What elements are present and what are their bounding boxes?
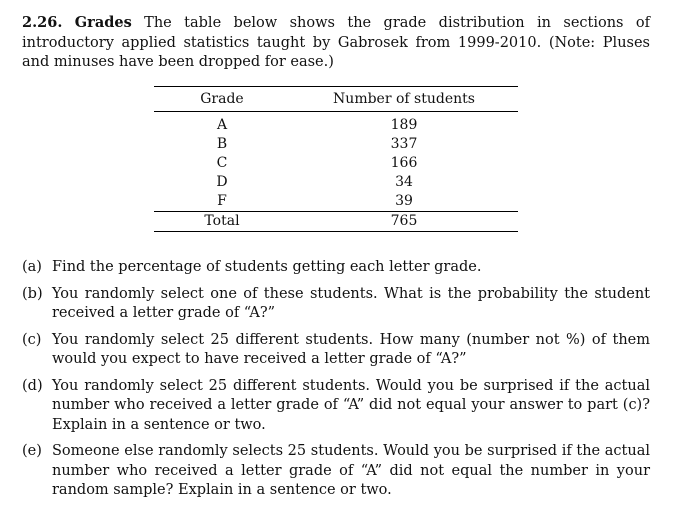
- question-part-c: [22, 331, 650, 370]
- count-cell: 39: [395, 193, 413, 209]
- part-label: (d): [22, 377, 43, 394]
- total-count: 765: [390, 213, 418, 229]
- problem-title: Grades: [74, 14, 132, 31]
- grade-cell: D: [216, 174, 228, 190]
- header-number-of-students: Number of students: [333, 91, 475, 107]
- count-cell: 189: [390, 117, 418, 133]
- total-label: Total: [204, 213, 240, 229]
- question-parts: [22, 258, 650, 508]
- part-label: (e): [22, 443, 42, 459]
- part-text: You randomly select one of these students. What is the probability the student received a letter grade of “A?”: [52, 285, 650, 321]
- header-grade: Grade: [200, 91, 244, 107]
- grade-cell: A: [216, 117, 228, 133]
- part-text: Find the percentage of students getting each letter grade.: [52, 259, 482, 275]
- question-part-a: [22, 258, 650, 278]
- part-text: Someone else randomly selects 25 students. Would you be surprised if the actual number who received a letter grade of “A” did not equal the number in your random sample? Explain in a sentence or two.: [52, 443, 650, 498]
- part-text: You randomly select 25 different students. Would you be surprised if the actual number who received a letter grade of “A” did not equal your answer to part (c)? Explain in a sentence or two.: [52, 377, 650, 433]
- question-part-d: [22, 377, 650, 436]
- count-cell: 34: [395, 174, 413, 190]
- part-text: You randomly select 25 different students. How many (number not %) of them would you expect to have received a letter grade of “A?”: [52, 331, 650, 367]
- table-row: [154, 112, 518, 136]
- table-row: [154, 173, 518, 192]
- question-part-b: [22, 285, 650, 324]
- table-row: [154, 135, 518, 154]
- table-row: [154, 154, 518, 173]
- question-part-e: [22, 442, 650, 501]
- grade-distribution-table: [154, 86, 518, 232]
- part-label: (c): [22, 331, 42, 348]
- table-header-row: [154, 87, 518, 112]
- part-label: (a): [22, 259, 42, 275]
- table-row: [154, 192, 518, 212]
- problem-text: The table below shows the grade distribution in sections of introductory applied statistics taught by Gabrosek from 1999-2010. (Note: Pluses and minuses have been dropped for ease.): [22, 15, 651, 70]
- count-cell: 166: [390, 155, 418, 171]
- problem-statement: [22, 13, 650, 73]
- part-label: (b): [22, 285, 43, 302]
- total-row: [154, 212, 518, 232]
- grade-cell: F: [217, 193, 227, 209]
- count-cell: 337: [390, 136, 418, 152]
- grade-cell: C: [216, 155, 228, 171]
- problem-number: 2.26.: [22, 14, 63, 31]
- grade-cell: B: [216, 136, 228, 152]
